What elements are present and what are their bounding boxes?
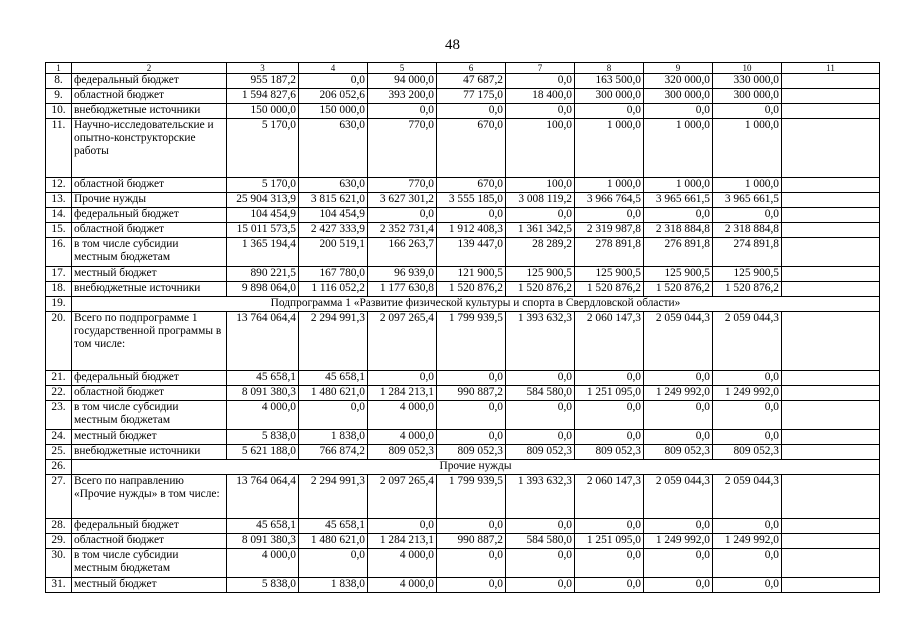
row-value: 2 097 265,4: [368, 475, 437, 519]
row-value: 45 658,1: [299, 519, 368, 534]
row-value: 0,0: [506, 401, 575, 430]
row-value: [782, 74, 880, 89]
column-number-row: [46, 63, 880, 74]
row-value: 4 000,0: [227, 401, 299, 430]
row-value: [782, 208, 880, 223]
row-value: 1 365 194,4: [227, 238, 299, 267]
row-name: внебюджетные источники: [72, 282, 227, 297]
section-row: [46, 460, 880, 475]
row-value: 1 520 876,2: [575, 282, 644, 297]
row-value: [782, 549, 880, 578]
row-value: 96 939,0: [368, 267, 437, 282]
row-value: 670,0: [437, 178, 506, 193]
row-value: 13 764 064,4: [227, 312, 299, 371]
row-value: 2 294 991,3: [299, 312, 368, 371]
row-number: 14.: [46, 208, 72, 223]
row-value: 9 898 064,0: [227, 282, 299, 297]
row-value: 955 187,2: [227, 74, 299, 89]
row-value: 3 965 661,5: [644, 193, 713, 208]
row-value: [782, 519, 880, 534]
row-value: 125 900,5: [644, 267, 713, 282]
row-name: внебюджетные источники: [72, 104, 227, 119]
row-value: 200 519,1: [299, 238, 368, 267]
row-value: 0,0: [575, 549, 644, 578]
row-value: 278 891,8: [575, 238, 644, 267]
row-value: 3 555 185,0: [437, 193, 506, 208]
row-value: 0,0: [437, 578, 506, 593]
row-name: областной бюджет: [72, 223, 227, 238]
row-value: 1 912 408,3: [437, 223, 506, 238]
row-number: 16.: [46, 238, 72, 267]
row-number: 31.: [46, 578, 72, 593]
row-value: 100,0: [506, 119, 575, 178]
row-value: [782, 178, 880, 193]
row-value: 1 000,0: [713, 178, 782, 193]
table-row: [46, 519, 880, 534]
row-value: 0,0: [437, 371, 506, 386]
table-row: [46, 104, 880, 119]
row-value: 0,0: [644, 578, 713, 593]
row-value: 1 000,0: [575, 178, 644, 193]
row-value: 13 764 064,4: [227, 475, 299, 519]
column-header: 7: [506, 63, 575, 74]
row-name: федеральный бюджет: [72, 74, 227, 89]
page-number: 48: [445, 37, 460, 53]
table-row: [46, 401, 880, 430]
row-value: 809 052,3: [644, 445, 713, 460]
row-value: 1 520 876,2: [506, 282, 575, 297]
row-value: 166 263,7: [368, 238, 437, 267]
row-value: [782, 119, 880, 178]
row-value: 1 520 876,2: [644, 282, 713, 297]
row-value: 584 580,0: [506, 386, 575, 401]
row-value: 1 249 992,0: [644, 534, 713, 549]
table-row: [46, 386, 880, 401]
row-value: 5 838,0: [227, 578, 299, 593]
table-row: [46, 312, 880, 371]
row-value: 4 000,0: [368, 430, 437, 445]
row-value: 0,0: [713, 104, 782, 119]
section-title: Прочие нужды: [72, 460, 880, 475]
row-value: 8 091 380,3: [227, 534, 299, 549]
row-number: 13.: [46, 193, 72, 208]
row-value: 0,0: [506, 104, 575, 119]
row-name: областной бюджет: [72, 534, 227, 549]
row-value: 1 000,0: [644, 178, 713, 193]
row-value: 770,0: [368, 119, 437, 178]
row-value: 766 874,2: [299, 445, 368, 460]
row-value: 1 520 876,2: [437, 282, 506, 297]
row-value: 890 221,5: [227, 267, 299, 282]
table-body: [46, 74, 880, 593]
column-header: 6: [437, 63, 506, 74]
row-value: [782, 371, 880, 386]
row-value: 28 289,2: [506, 238, 575, 267]
table-row: [46, 578, 880, 593]
row-value: 15 011 573,5: [227, 223, 299, 238]
row-value: 104 454,9: [227, 208, 299, 223]
row-value: [782, 445, 880, 460]
table-row: [46, 267, 880, 282]
row-value: 0,0: [644, 371, 713, 386]
row-value: 1 393 632,3: [506, 475, 575, 519]
row-name: областной бюджет: [72, 178, 227, 193]
row-value: 0,0: [368, 104, 437, 119]
row-value: [782, 312, 880, 371]
row-value: 1 251 095,0: [575, 534, 644, 549]
budget-table: [45, 62, 880, 593]
row-value: [782, 104, 880, 119]
column-header: 11: [782, 63, 880, 74]
table-row: [46, 119, 880, 178]
row-value: 2 294 991,3: [299, 475, 368, 519]
row-value: 809 052,3: [506, 445, 575, 460]
row-name: внебюджетные источники: [72, 445, 227, 460]
row-value: 0,0: [437, 208, 506, 223]
row-name: федеральный бюджет: [72, 208, 227, 223]
row-value: 1 393 632,3: [506, 312, 575, 371]
row-value: 0,0: [506, 430, 575, 445]
row-value: 1 249 992,0: [644, 386, 713, 401]
row-value: 0,0: [299, 74, 368, 89]
row-number: 26.: [46, 460, 72, 475]
row-number: 17.: [46, 267, 72, 282]
row-value: 1 838,0: [299, 430, 368, 445]
row-number: 23.: [46, 401, 72, 430]
row-number: 15.: [46, 223, 72, 238]
row-name: в том числе субсидии местным бюджетам: [72, 401, 227, 430]
table-row: [46, 223, 880, 238]
row-value: 2 352 731,4: [368, 223, 437, 238]
row-value: 5 621 188,0: [227, 445, 299, 460]
row-number: 30.: [46, 549, 72, 578]
row-value: [782, 401, 880, 430]
row-value: 2 318 884,8: [713, 223, 782, 238]
row-number: 25.: [46, 445, 72, 460]
row-value: 5 170,0: [227, 178, 299, 193]
row-value: 3 966 764,5: [575, 193, 644, 208]
row-value: 3 815 621,0: [299, 193, 368, 208]
column-header: 3: [227, 63, 299, 74]
column-header: 10: [713, 63, 782, 74]
row-value: 274 891,8: [713, 238, 782, 267]
row-value: 0,0: [644, 401, 713, 430]
row-value: 0,0: [575, 401, 644, 430]
row-value: 584 580,0: [506, 534, 575, 549]
row-value: 0,0: [575, 519, 644, 534]
table-row: [46, 445, 880, 460]
section-row: [46, 297, 880, 312]
row-value: 2 059 044,3: [713, 475, 782, 519]
row-number: 11.: [46, 119, 72, 178]
row-number: 21.: [46, 371, 72, 386]
row-value: 0,0: [713, 549, 782, 578]
row-value: 393 200,0: [368, 89, 437, 104]
row-value: [782, 386, 880, 401]
row-value: [782, 267, 880, 282]
row-value: 0,0: [713, 371, 782, 386]
row-value: 300 000,0: [644, 89, 713, 104]
row-value: 163 500,0: [575, 74, 644, 89]
row-name: в том числе субсидии местным бюджетам: [72, 549, 227, 578]
row-value: 1 284 213,1: [368, 534, 437, 549]
row-value: 1 799 939,5: [437, 475, 506, 519]
row-value: 0,0: [437, 401, 506, 430]
row-number: 27.: [46, 475, 72, 519]
row-value: 0,0: [506, 371, 575, 386]
row-value: 630,0: [299, 119, 368, 178]
row-name: областной бюджет: [72, 89, 227, 104]
row-value: 1 000,0: [575, 119, 644, 178]
row-value: 0,0: [506, 74, 575, 89]
row-value: 990 887,2: [437, 386, 506, 401]
row-name: федеральный бюджет: [72, 519, 227, 534]
row-value: 0,0: [368, 208, 437, 223]
row-number: 22.: [46, 386, 72, 401]
row-value: [782, 430, 880, 445]
row-value: 809 052,3: [368, 445, 437, 460]
row-value: 4 000,0: [368, 401, 437, 430]
row-value: 990 887,2: [437, 534, 506, 549]
row-value: 0,0: [368, 519, 437, 534]
row-value: 4 000,0: [368, 578, 437, 593]
row-value: 1 361 342,5: [506, 223, 575, 238]
row-value: 1 594 827,6: [227, 89, 299, 104]
row-value: 0,0: [575, 578, 644, 593]
table-row: [46, 475, 880, 519]
row-value: 1 838,0: [299, 578, 368, 593]
row-value: [782, 238, 880, 267]
row-value: [782, 89, 880, 104]
row-value: 4 000,0: [227, 549, 299, 578]
row-value: 45 658,1: [227, 371, 299, 386]
row-value: 0,0: [713, 578, 782, 593]
row-value: 0,0: [506, 519, 575, 534]
row-value: 2 059 044,3: [644, 475, 713, 519]
row-value: 1 249 992,0: [713, 386, 782, 401]
row-value: 1 249 992,0: [713, 534, 782, 549]
table-row: [46, 208, 880, 223]
row-value: 0,0: [506, 578, 575, 593]
row-name: Всего по направлению «Прочие нужды» в том числе:: [72, 475, 227, 519]
row-number: 9.: [46, 89, 72, 104]
column-header: 9: [644, 63, 713, 74]
row-value: 77 175,0: [437, 89, 506, 104]
column-header: 4: [299, 63, 368, 74]
row-name: областной бюджет: [72, 386, 227, 401]
row-value: 0,0: [437, 430, 506, 445]
row-value: 0,0: [437, 519, 506, 534]
row-value: 1 000,0: [644, 119, 713, 178]
row-value: 670,0: [437, 119, 506, 178]
row-value: 167 780,0: [299, 267, 368, 282]
column-header: 1: [46, 63, 72, 74]
table-row: [46, 534, 880, 549]
row-number: 18.: [46, 282, 72, 297]
row-value: 104 454,9: [299, 208, 368, 223]
row-value: 2 060 147,3: [575, 312, 644, 371]
row-value: 45 658,1: [299, 371, 368, 386]
row-number: 12.: [46, 178, 72, 193]
row-name: местный бюджет: [72, 267, 227, 282]
row-number: 8.: [46, 74, 72, 89]
row-value: 3 008 119,2: [506, 193, 575, 208]
row-number: 10.: [46, 104, 72, 119]
row-name: Научно-исследовательские и опытно-конструкторские работы: [72, 119, 227, 178]
table-row: [46, 430, 880, 445]
row-value: 1 480 621,0: [299, 386, 368, 401]
row-value: 0,0: [644, 104, 713, 119]
row-value: [782, 475, 880, 519]
row-name: Всего по подпрограмме 1 государственной программы в том числе:: [72, 312, 227, 371]
row-value: 0,0: [713, 401, 782, 430]
row-value: 125 900,5: [575, 267, 644, 282]
row-value: 5 170,0: [227, 119, 299, 178]
row-value: [782, 193, 880, 208]
row-value: 809 052,3: [575, 445, 644, 460]
row-number: 28.: [46, 519, 72, 534]
column-header: 2: [72, 63, 227, 74]
row-name: федеральный бюджет: [72, 371, 227, 386]
row-name: местный бюджет: [72, 430, 227, 445]
row-value: 0,0: [506, 208, 575, 223]
row-value: 2 097 265,4: [368, 312, 437, 371]
row-value: 0,0: [437, 549, 506, 578]
row-number: 29.: [46, 534, 72, 549]
table-row: [46, 89, 880, 104]
row-value: 2 318 884,8: [644, 223, 713, 238]
row-value: 276 891,8: [644, 238, 713, 267]
row-value: [782, 223, 880, 238]
row-value: 2 059 044,3: [713, 312, 782, 371]
row-value: 0,0: [437, 104, 506, 119]
row-name: местный бюджет: [72, 578, 227, 593]
row-value: 0,0: [575, 371, 644, 386]
row-value: 125 900,5: [713, 267, 782, 282]
row-value: 0,0: [713, 519, 782, 534]
row-value: 0,0: [299, 401, 368, 430]
row-value: 47 687,2: [437, 74, 506, 89]
row-value: 3 965 661,5: [713, 193, 782, 208]
row-value: 2 319 987,8: [575, 223, 644, 238]
table-row: [46, 178, 880, 193]
row-value: 139 447,0: [437, 238, 506, 267]
row-value: 809 052,3: [437, 445, 506, 460]
row-value: 809 052,3: [713, 445, 782, 460]
row-name: Прочие нужды: [72, 193, 227, 208]
row-number: 24.: [46, 430, 72, 445]
row-value: 0,0: [644, 208, 713, 223]
row-value: 770,0: [368, 178, 437, 193]
table-row: [46, 193, 880, 208]
row-value: 0,0: [713, 208, 782, 223]
row-value: 0,0: [506, 549, 575, 578]
table-row: [46, 549, 880, 578]
row-value: 1 284 213,1: [368, 386, 437, 401]
row-value: 1 799 939,5: [437, 312, 506, 371]
column-header: 8: [575, 63, 644, 74]
row-value: 206 052,6: [299, 89, 368, 104]
row-value: [782, 578, 880, 593]
row-value: [782, 534, 880, 549]
row-number: 20.: [46, 312, 72, 371]
row-value: 300 000,0: [713, 89, 782, 104]
row-value: 1 520 876,2: [713, 282, 782, 297]
row-value: 1 177 630,8: [368, 282, 437, 297]
row-value: [782, 282, 880, 297]
row-value: 630,0: [299, 178, 368, 193]
row-value: 100,0: [506, 178, 575, 193]
row-value: 8 091 380,3: [227, 386, 299, 401]
row-value: 125 900,5: [506, 267, 575, 282]
row-value: 0,0: [713, 430, 782, 445]
row-value: 45 658,1: [227, 519, 299, 534]
row-value: 2 060 147,3: [575, 475, 644, 519]
table-row: [46, 371, 880, 386]
row-value: 2 427 333,9: [299, 223, 368, 238]
row-value: 150 000,0: [227, 104, 299, 119]
row-value: 3 627 301,2: [368, 193, 437, 208]
row-value: 0,0: [575, 104, 644, 119]
row-value: 0,0: [644, 549, 713, 578]
row-value: 121 900,5: [437, 267, 506, 282]
row-value: 0,0: [644, 519, 713, 534]
row-value: 0,0: [368, 371, 437, 386]
table-row: [46, 74, 880, 89]
row-value: 5 838,0: [227, 430, 299, 445]
row-value: 25 904 313,9: [227, 193, 299, 208]
row-value: 94 000,0: [368, 74, 437, 89]
row-value: 150 000,0: [299, 104, 368, 119]
table-row: [46, 282, 880, 297]
row-value: 4 000,0: [368, 549, 437, 578]
row-value: 0,0: [575, 430, 644, 445]
row-value: 2 059 044,3: [644, 312, 713, 371]
row-value: 300 000,0: [575, 89, 644, 104]
row-value: 330 000,0: [713, 74, 782, 89]
row-value: 320 000,0: [644, 74, 713, 89]
row-name: в том числе субсидии местным бюджетам: [72, 238, 227, 267]
row-number: 19.: [46, 297, 72, 312]
row-value: 0,0: [575, 208, 644, 223]
row-value: 1 480 621,0: [299, 534, 368, 549]
row-value: 0,0: [299, 549, 368, 578]
row-value: 0,0: [644, 430, 713, 445]
table-row: [46, 238, 880, 267]
row-value: 1 116 052,2: [299, 282, 368, 297]
row-value: 1 251 095,0: [575, 386, 644, 401]
row-value: 18 400,0: [506, 89, 575, 104]
column-header: 5: [368, 63, 437, 74]
row-value: 1 000,0: [713, 119, 782, 178]
section-title: Подпрограмма 1 «Развитие физической культуры и спорта в Свердловской области»: [72, 297, 880, 312]
